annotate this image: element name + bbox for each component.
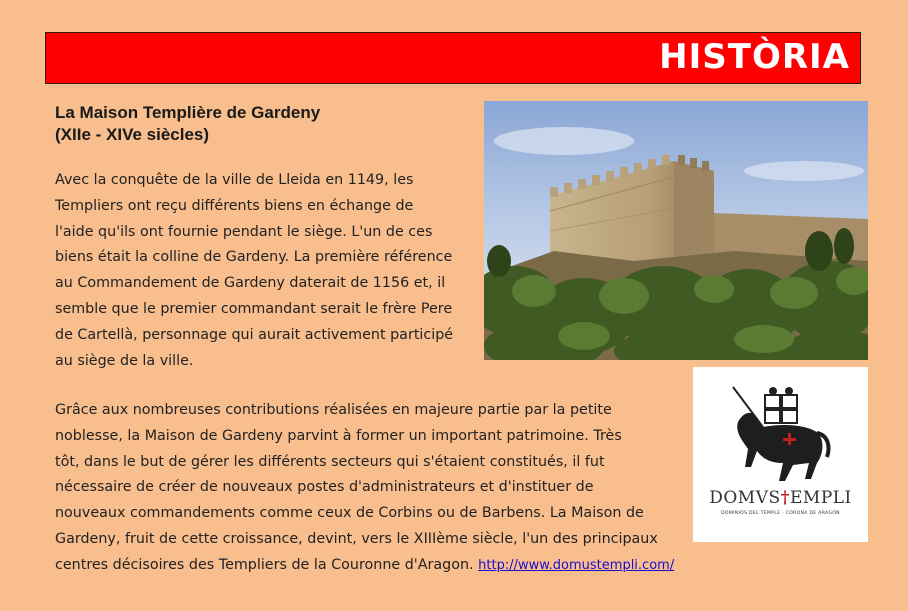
logo-wordmark — [693, 488, 868, 508]
logo-text-left: DOMVS — [709, 488, 781, 508]
text-line: nouveaux commandements comme ceux de Corbins ou de Barbens. La Maison de — [55, 505, 644, 522]
article-heading — [55, 102, 475, 146]
castle-photo-illustration — [484, 101, 868, 360]
text-line: noblesse, la Maison de Gardeny parvint à former un important patrimoine. Très — [55, 427, 622, 444]
text-line: biens était la colline de Gardeny. La première référence — [55, 249, 453, 266]
text-line: l'aide qu'ils ont fournie pendant le siège. L'un de ces — [55, 223, 433, 240]
domus-templi-logo — [693, 367, 868, 542]
paragraph-1 — [55, 168, 475, 374]
text-line — [55, 553, 690, 579]
banner-title: HISTÒRIA — [659, 37, 850, 77]
text-line: tôt, dans le but de gérer les différents secteurs qui s'étaient constitués, il fut — [55, 453, 605, 470]
text-line: au Commandement de Gardeny daterait de 1156 et, il — [55, 275, 446, 292]
title-banner — [45, 32, 861, 84]
paragraph-2 — [55, 398, 690, 579]
text-line: Templiers ont reçu différents biens en échange de — [55, 197, 414, 214]
text-line: au siège de la ville. — [55, 352, 194, 369]
heading-line-1: La Maison Templière de Gardeny — [55, 103, 321, 122]
logo-text-right: EMPLI — [790, 488, 852, 508]
castle-photo — [484, 101, 868, 360]
text-line: nécessaire de créer de nouveaux postes d'administrateurs et d'instituer de — [55, 479, 594, 496]
text-line-end: centres décisoires des Templiers de la Couronne d'Aragon. — [55, 556, 474, 573]
text-line: semble que le premier commandant serait le frère Pere — [55, 300, 453, 317]
text-line: Gardeny, fruit de cette croissance, devint, vers le XIIIème siècle, l'un des principaux — [55, 530, 658, 547]
heading-line-2: (XIIe - XIVe siècles) — [55, 125, 210, 144]
text-line: Grâce aux nombreuses contributions réalisées en majeure partie par la petite — [55, 402, 612, 418]
domustempli-link[interactable]: http://www.domustempli.com/ — [478, 557, 675, 573]
text-line: Avec la conquête de la ville de Lleida en 1149, les — [55, 172, 414, 188]
red-t-cross-icon: † — [780, 488, 791, 508]
text-line: de Cartellà, personnage qui aurait activement participé — [55, 326, 454, 343]
logo-subtitle: DOMINIOS DEL TEMPLE · CORONA DE ARAGÓN — [721, 511, 840, 516]
